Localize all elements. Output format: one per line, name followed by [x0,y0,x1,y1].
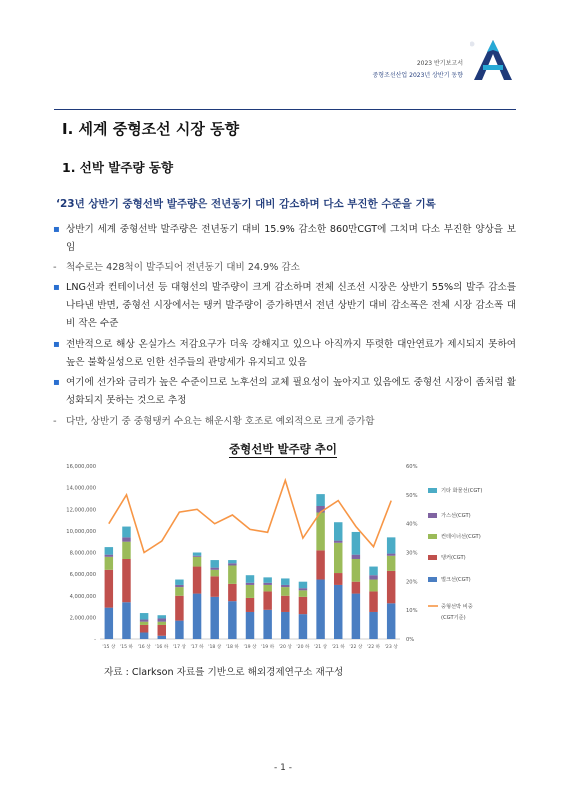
bar-segment [281,596,289,612]
bar-segment [246,585,254,598]
legend-swatch [428,513,437,518]
bar-segment [352,582,360,594]
legend-label: (CGT기준) [441,615,466,621]
x-tick-label: '21 상 [314,645,328,650]
bar-segment [263,577,271,582]
y2-tick-label: 20% [406,579,418,586]
x-tick-label: '19 상 [243,645,257,650]
bar-segment [122,559,130,602]
paragraph-6 [53,413,516,431]
bar-segment [299,588,307,590]
y2-tick-label: 10% [406,608,418,615]
paragraph-1 [53,221,516,257]
report-subtitle: 중형조선산업 2023년 상반기 동향 [372,72,463,79]
chart-title: 중형선박 발주량 추이 [229,442,337,456]
bar-segment [193,594,201,639]
order-volume-chart [56,458,518,658]
bullet-marker: ▪ [53,339,60,350]
bar-segment [387,556,395,571]
bar-segment [140,625,148,633]
bar-segment [175,585,183,587]
y-tick-label: 4,000,000 [69,593,96,600]
legend-swatch [428,534,437,539]
bar-segment [246,583,254,585]
x-tick-label: '22 하 [367,645,381,650]
bar-segment [369,567,377,576]
bar-segment [140,620,148,622]
y2-tick-label: 30% [406,550,418,557]
bar-segment [263,583,271,585]
bar-segment [263,591,271,609]
bar-segment [122,537,130,541]
bar-segment [228,563,236,565]
x-tick-label: '16 하 [155,645,169,650]
bar-segment [105,570,113,608]
x-tick-label: '22 상 [349,645,363,650]
bar-segment [193,553,201,556]
y-tick-label: 16,000,000 [66,464,96,470]
x-tick-label: '18 하 [225,645,239,650]
legend-swatch [428,555,437,560]
legend-label: 가스선(CGT) [441,513,471,519]
x-tick-label: '18 상 [208,645,222,650]
institute-logo [470,38,516,84]
paragraph-5 [53,374,516,410]
bar-segment [105,555,113,557]
bar-segment [369,591,377,612]
bar-segment [316,512,324,550]
subsection-title: 1. 선박 발주량 동향 [62,160,174,175]
bar-segment [299,614,307,639]
bar-segment [334,585,342,639]
y-tick-label: 14,000,000 [66,485,96,492]
bar-segment [352,532,360,555]
paragraph-2 [53,259,516,277]
bar-segment [122,602,130,639]
paragraph-text: LNG선과 컨테이너선 등 대형선의 발주량이 크게 감소하며 전체 신조선 시장은 상반기 55%의 발주 감소를 나타낸 반면, 중형선 시장에서는 탱커 발주량이 증가하면서 전년 상반기 대비 감소폭은 전체 시장 감소폭 대비 작은 수준 [66,282,516,329]
legend-swatch [428,577,437,582]
y2-tick-label: 50% [406,492,418,499]
x-tick-label: '15 하 [119,645,133,650]
bar-segment [387,571,395,603]
x-tick-label: '20 상 [278,645,292,650]
bar-segment [369,612,377,639]
bar-segment [228,560,236,563]
bar-segment [140,613,148,619]
legend-label: 기타 화물선(CGT) [441,488,483,494]
share-line [109,480,391,552]
bar-segment [175,587,183,596]
bar-segment [140,633,148,639]
page-number: - 1 - [274,763,292,773]
bar-segment [105,547,113,555]
y-tick-label: 12,000,000 [66,507,96,514]
paragraph-text: 여기에 선가와 금리가 높은 수준이므로 노후선의 교체 필요성이 높아지고 있음에도 중형선 시장이 좀처럼 활성화되지 못하는 것으로 추정 [66,377,516,406]
y-tick-label: 10,000,000 [66,528,96,535]
legend-swatch [428,488,437,493]
bar-segment [105,608,113,639]
legend-label: 중형선박 비중 [441,604,473,610]
bar-segment [281,578,289,584]
x-tick-label: '23 상 [384,645,398,650]
bar-segment [263,585,271,591]
bar-segment [281,612,289,639]
bar-segment [334,522,342,540]
bar-segment [387,603,395,639]
bar-segment [210,576,218,597]
bullet-marker: ▪ [53,377,60,388]
bar-segment [175,580,183,585]
bar-segment [158,625,166,636]
y-tick-label: - [94,637,96,643]
bullet-marker: ▪ [53,282,60,293]
bar-segment [210,570,218,576]
legend-label: 컨테이너선(CGT) [441,534,481,540]
bar-segment [316,580,324,639]
bar-segment [175,596,183,621]
x-tick-label: '21 하 [331,645,345,650]
bar-segment [158,636,166,639]
bar-segment [228,565,236,583]
bar-segment [158,622,166,625]
paragraph-3 [53,279,516,333]
bar-segment [246,612,254,639]
bar-segment [334,573,342,585]
bar-segment [193,556,201,557]
bar-segment [316,550,324,579]
bar-segment [122,527,130,538]
y2-tick-label: 40% [406,521,418,528]
bar-segment [387,537,395,553]
paragraph-text: 상반기 세계 중형선박 발주량은 전년동기 대비 15.9% 감소한 860만CGT에 그치며 다소 부진한 양상을 보임 [66,224,516,253]
bar-segment [175,621,183,639]
bar-segment [334,543,342,573]
bar-segment [105,557,113,570]
bar-segment [210,560,218,568]
x-tick-label: '17 상 [172,645,186,650]
bar-segment [246,575,254,583]
dash-marker: - [53,416,57,427]
y-tick-label: 8,000,000 [69,550,96,557]
section-title: Ⅰ. 세계 중형조선 시장 동향 [62,120,240,138]
headline: ‘23년 상반기 중형선박 발주량은 전년동기 대비 감소하며 다소 부진한 수준을 기록 [56,198,436,210]
paragraph-text: 척수로는 428척이 발주되어 전년동기 대비 24.9% 감소 [66,262,300,273]
x-tick-label: '19 하 [261,645,275,650]
bar-segment [122,542,130,559]
bar-segment [281,585,289,587]
bar-segment [140,622,148,625]
bar-segment [299,590,307,596]
bar-segment [228,601,236,639]
y-tick-label: 2,000,000 [69,615,96,622]
bar-segment [352,555,360,559]
legend-label: 탱커(CGT) [441,555,466,561]
bar-segment [158,618,166,621]
bar-segment [210,568,218,570]
bar-segment [193,567,201,594]
bar-segment [158,615,166,618]
x-tick-label: '17 하 [190,645,204,650]
paragraph-text: 전반적으로 해상 온실가스 저감요구가 더욱 강해지고 있으나 아직까지 뚜렷한 대안연료가 제시되지 못하여 높은 불확실성으로 인한 선주들의 관망세가 유지되고 있음 [66,339,516,368]
y2-tick-label: 0% [406,637,415,643]
bar-segment [352,559,360,582]
bar-segment [387,554,395,556]
x-tick-label: '20 하 [296,645,310,650]
dash-marker: - [53,262,57,273]
source-note: 자료 : Clarkson 자료를 기반으로 해외경제연구소 재구성 [104,667,344,678]
y2-tick-label: 60% [406,464,418,470]
bullet-marker: ▪ [53,224,60,235]
bar-segment [228,584,236,601]
bar-segment [334,541,342,543]
bar-segment [281,587,289,596]
bar-segment [352,594,360,639]
x-tick-label: '15 상 [102,645,116,650]
x-tick-label: '16 상 [137,645,151,650]
bar-segment [246,598,254,612]
bar-segment [316,494,324,506]
bar-segment [263,610,271,639]
bar-segment [193,557,201,567]
bar-segment [299,582,307,588]
bar-segment [369,575,377,579]
bar-segment [210,597,218,639]
paragraph-text: 다만, 상반기 중 중형탱커 수요는 해운시황 호조로 예외적으로 크게 증가함 [66,416,375,427]
y-tick-label: 6,000,000 [69,572,96,579]
bar-segment [369,580,377,592]
bar-segment [299,597,307,614]
report-name: 2023 반기보고서 [416,60,463,67]
legend-label: 벌크선(CGT) [441,577,471,583]
paragraph-4 [53,336,516,372]
header-divider [54,109,516,110]
